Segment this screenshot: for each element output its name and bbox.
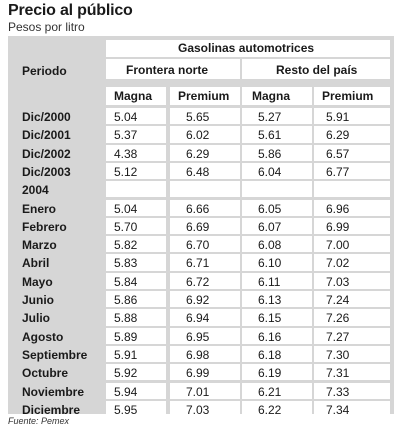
value-text: 6.72: [186, 274, 210, 289]
value-text: 6.15: [258, 311, 282, 326]
header-frontera: Frontera norte: [126, 63, 209, 77]
page-title: Precio al público: [8, 2, 133, 19]
row-label: 2004: [22, 183, 49, 198]
value-text: 5.65: [186, 110, 210, 124]
price-table: [8, 36, 394, 417]
value-cell: [314, 181, 390, 197]
value-text: 6.96: [326, 201, 350, 216]
value-text: 6.02: [186, 128, 210, 143]
value-text: 6.10: [258, 256, 282, 271]
value-text: 6.95: [186, 329, 210, 344]
value-text: 6.99: [186, 366, 210, 381]
value-text: 5.95: [114, 402, 138, 417]
value-text: 7.00: [326, 238, 350, 253]
header-magna-resto: Magna: [252, 89, 291, 103]
value-text: 6.48: [186, 164, 210, 179]
value-cell: [106, 181, 166, 197]
value-text: 6.29: [326, 128, 350, 143]
value-text: 5.04: [114, 201, 138, 216]
value-text: 5.89: [114, 329, 138, 344]
value-text: 7.03: [326, 274, 350, 289]
value-text: 5.04: [114, 110, 138, 124]
value-text: 7.33: [326, 384, 350, 399]
row-label: Octubre: [22, 366, 69, 381]
value-text: 6.22: [258, 402, 282, 417]
value-text: 7.30: [326, 347, 350, 362]
header-magna-frontera: Magna: [114, 89, 153, 103]
value-text: 6.29: [186, 146, 210, 161]
value-text: 6.16: [258, 329, 282, 344]
value-text: 7.27: [326, 329, 350, 344]
value-text: 5.86: [114, 293, 138, 307]
header-group: Gasolinas automotrices: [178, 41, 315, 55]
value-text: 6.69: [186, 219, 210, 234]
value-text: 6.99: [326, 219, 350, 234]
value-text: 5.12: [114, 164, 138, 179]
row-label: Abril: [22, 256, 50, 271]
value-text: 5.82: [114, 238, 138, 253]
value-text: 6.08: [258, 238, 282, 253]
value-text: 6.77: [326, 164, 350, 179]
value-text: 6.19: [258, 366, 282, 381]
value-text: 5.83: [114, 256, 138, 271]
value-text: 7.02: [326, 256, 350, 271]
value-text: 6.05: [258, 201, 282, 216]
value-text: 5.37: [114, 128, 138, 143]
value-text: 6.07: [258, 219, 282, 234]
row-label: Noviembre: [22, 384, 85, 399]
row-label: Septiembre: [22, 347, 88, 362]
page-subtitle: Pesos por litro: [8, 20, 85, 34]
value-text: 5.92: [114, 366, 138, 381]
row-label: Febrero: [22, 219, 67, 234]
value-text: 5.84: [114, 274, 138, 289]
value-text: 7.03: [186, 402, 210, 417]
value-text: 7.01: [186, 384, 210, 399]
row-label: Dic/2002: [22, 146, 71, 161]
value-text: 5.88: [114, 311, 138, 326]
value-text: 5.94: [114, 384, 138, 399]
value-text: 6.04: [258, 164, 282, 179]
value-text: 6.57: [326, 146, 350, 161]
row-label: Junio: [22, 293, 54, 307]
value-cell: [242, 181, 312, 197]
value-text: 6.66: [186, 201, 210, 216]
value-text: 7.24: [326, 293, 350, 307]
header-premium-resto: Premium: [322, 89, 374, 103]
value-cell: [170, 181, 240, 197]
value-text: 6.71: [186, 256, 210, 271]
header-premium-frontera: Premium: [178, 89, 230, 103]
value-text: 6.98: [186, 347, 210, 362]
value-text: 6.21: [258, 384, 282, 399]
header-periodo: Periodo: [22, 64, 67, 78]
row-label: Agosto: [22, 329, 64, 344]
value-text: 7.31: [326, 366, 350, 381]
value-text: 5.91: [326, 110, 350, 124]
value-text: 6.92: [186, 293, 210, 307]
value-text: 5.91: [114, 347, 138, 362]
row-label: Mayo: [22, 274, 53, 289]
value-text: 5.61: [258, 128, 282, 143]
value-text: 7.26: [326, 311, 350, 326]
value-text: 6.70: [186, 238, 210, 253]
value-text: 5.86: [258, 146, 282, 161]
row-label: Dic/2003: [22, 164, 71, 179]
value-text: 5.27: [258, 110, 282, 124]
value-text: 5.70: [114, 219, 138, 234]
value-text: 7.34: [326, 402, 350, 417]
row-label: Julio: [22, 311, 51, 326]
row-label: Enero: [22, 201, 57, 216]
row-label: Diciembre: [22, 402, 81, 417]
source-note: Fuente: Pemex: [8, 416, 70, 426]
row-label: Dic/2000: [22, 110, 71, 124]
header-resto: Resto del país: [276, 63, 358, 77]
row-label: Marzo: [22, 238, 57, 253]
value-text: 6.13: [258, 293, 282, 307]
value-text: 6.18: [258, 347, 282, 362]
value-text: 6.94: [186, 311, 210, 326]
value-text: 6.11: [258, 274, 281, 289]
value-text: 4.38: [114, 146, 138, 161]
row-label: Dic/2001: [22, 128, 71, 143]
